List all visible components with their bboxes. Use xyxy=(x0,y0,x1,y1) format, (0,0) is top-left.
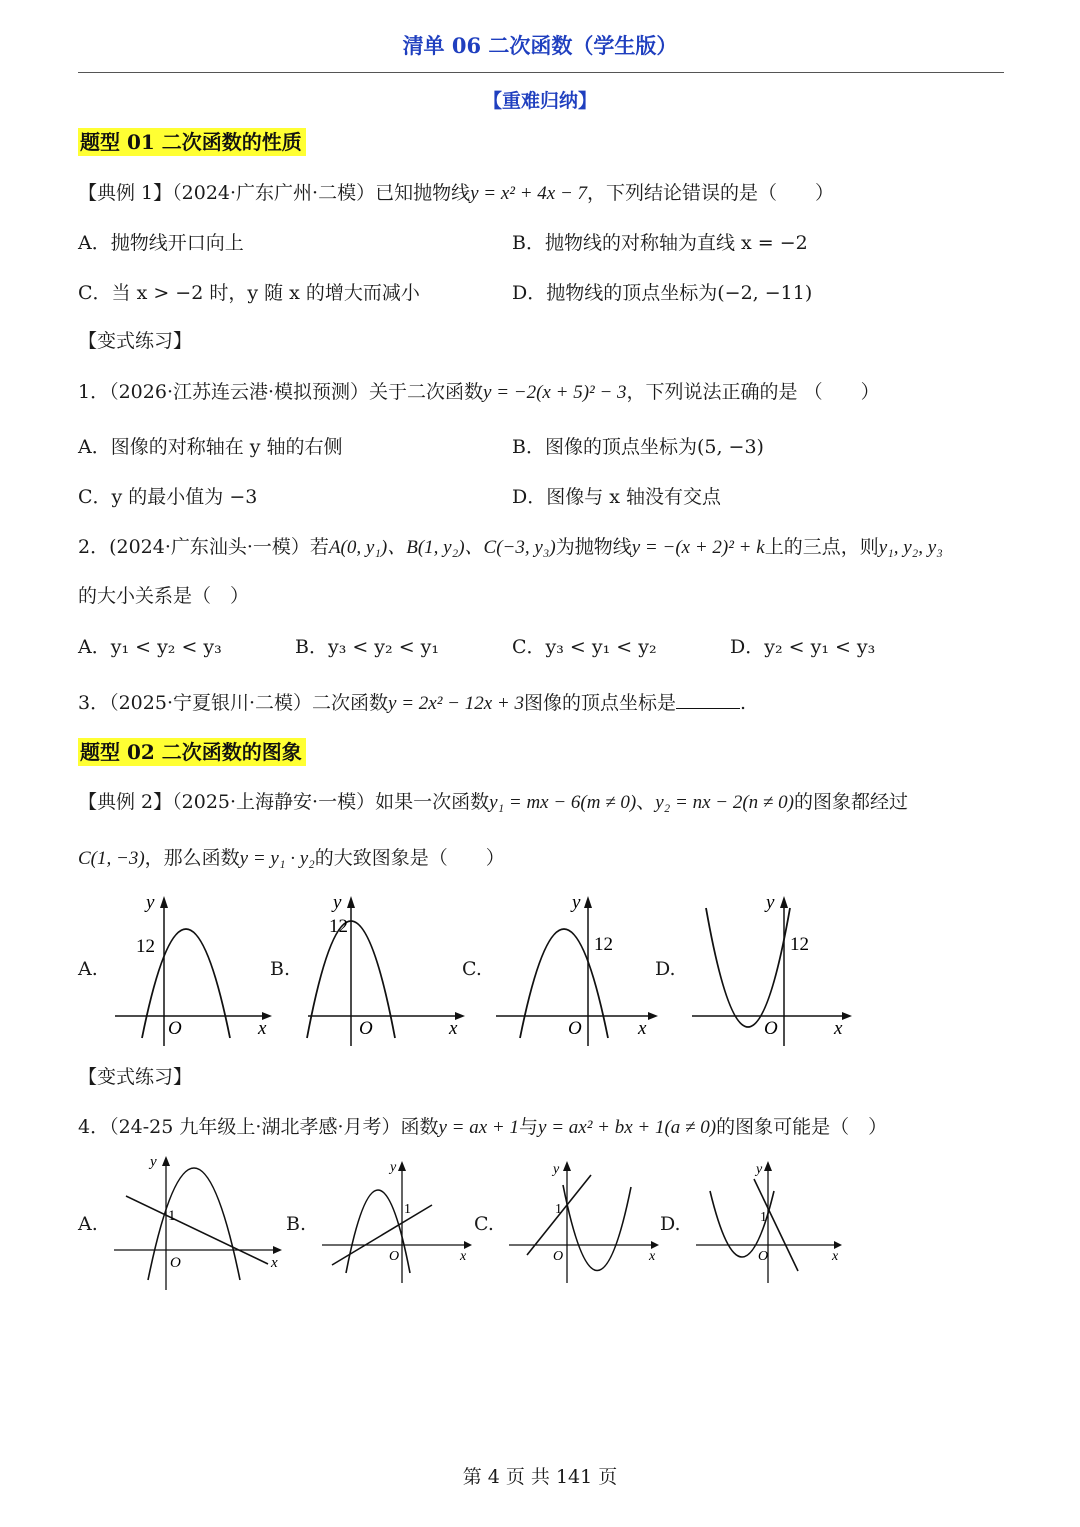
y-axis-arrow-icon xyxy=(764,1161,772,1171)
y-axis-label: y xyxy=(572,892,581,913)
question1-option-c[interactable]: C．y 的最小值为 −3 xyxy=(78,486,258,508)
question2-option-d[interactable]: D．y₂ < y₁ < y₃ xyxy=(730,636,876,658)
x-axis-arrow-icon xyxy=(648,1012,658,1020)
type1-heading-text: 题型 01 二次函数的性质 xyxy=(78,128,306,156)
page-number: 第 4 页 共 141 页 xyxy=(462,1466,618,1488)
question4-formula1: y = ax + 1 xyxy=(438,1117,519,1138)
y-intercept-label: 12 xyxy=(329,916,348,937)
x-axis-label: x xyxy=(271,1255,278,1271)
question2-mid2: 上的三点，则 xyxy=(764,536,879,558)
y-axis-arrow-icon xyxy=(162,1156,170,1166)
type1-heading xyxy=(78,126,306,155)
question3-question: 图像的顶点坐标是 xyxy=(524,692,677,714)
example2-point: C(1, −3) xyxy=(78,848,145,869)
example2-option-d-label[interactable]: D. xyxy=(655,958,676,980)
parabola-curve xyxy=(142,929,230,1038)
origin-label: O xyxy=(764,1018,778,1039)
example1-option-b[interactable]: B．抛物线的对称轴为直线 x = −2 xyxy=(512,232,808,254)
example2-source: （2025·上海静安·一模）如果一次函数 xyxy=(172,791,490,813)
example2-line2 xyxy=(78,843,505,870)
question4-option-c-label[interactable]: C. xyxy=(474,1213,494,1235)
question3-source: 3．（2025·宁夏银川·二模）二次函数 xyxy=(78,692,389,714)
y-intercept-label: 1 xyxy=(555,1202,562,1217)
y-axis-arrow-icon xyxy=(347,896,355,908)
question2-option-a[interactable]: A．y₁ < y₂ < y₃ xyxy=(78,636,222,658)
question2-mid: 为抛物线 xyxy=(555,536,632,558)
question2-points: A(0, y₁)、B(1, y₂)、C(−3, y₃) xyxy=(328,537,556,558)
y-axis-label: y xyxy=(756,1162,763,1177)
example2-formula1: y₁ = mx − 6(m ≠ 0) xyxy=(489,792,637,813)
question4-graph-c[interactable] xyxy=(505,1155,665,1290)
question1-formula: y = −2(x + 5)² − 3 xyxy=(483,382,627,403)
example2-graph-a[interactable] xyxy=(100,888,280,1053)
question1-source: 1．（2026·江苏连云港·模拟预测）关于二次函数 xyxy=(78,381,484,403)
example2-formula2: y₂ = nx − 2(n ≠ 0) xyxy=(655,792,794,813)
example1-question: ，下列结论错误的是（ ） xyxy=(587,182,835,204)
question1-option-a[interactable]: A．图像的对称轴在 y 轴的右侧 xyxy=(78,436,343,458)
example2-question: 的图象都经过 xyxy=(793,791,908,813)
x-axis-label: x xyxy=(460,1249,467,1264)
type2-heading-text: 题型 02 二次函数的图象 xyxy=(78,738,306,766)
question4-option-b-label[interactable]: B. xyxy=(286,1213,307,1235)
line-graph xyxy=(332,1205,432,1265)
y-axis-label: y xyxy=(553,1162,560,1177)
question2-option-b[interactable]: B．y₃ < y₂ < y₁ xyxy=(295,636,440,658)
question1-stem xyxy=(78,377,880,404)
question4-question: 的图象可能是（ ） xyxy=(716,1116,888,1138)
question3-answer-blank[interactable] xyxy=(676,690,740,709)
y-intercept-label: 1 xyxy=(168,1208,176,1224)
y-axis-label: y xyxy=(150,1154,157,1170)
practice-tag-2: 【变式练习】 xyxy=(78,1066,193,1088)
question4-graph-a[interactable] xyxy=(108,1150,288,1295)
x-axis-label: x xyxy=(638,1018,647,1039)
x-axis-arrow-icon xyxy=(273,1246,282,1254)
x-axis-label: x xyxy=(832,1249,839,1264)
y-axis-label: y xyxy=(146,892,155,913)
header-divider xyxy=(78,72,1004,73)
x-axis-label: x xyxy=(258,1018,267,1039)
y-axis-arrow-icon xyxy=(563,1161,571,1171)
example1-formula: y = x² + 4x − 7 xyxy=(470,183,588,204)
question4-option-d-label[interactable]: D. xyxy=(660,1213,681,1235)
question3-formula: y = 2x² − 12x + 3 xyxy=(388,693,524,714)
question4-source: 4．（24-25 九年级上·湖北孝感·月考）函数 xyxy=(78,1116,439,1138)
example2-stem xyxy=(78,787,908,814)
y-intercept-label: 1 xyxy=(404,1202,411,1217)
x-axis-arrow-icon xyxy=(834,1241,842,1249)
question2-source: 2．(2024·广东汕头·一模）若 xyxy=(78,536,329,558)
question4-mid: 与 xyxy=(519,1116,539,1138)
parabola-curve xyxy=(148,1168,240,1280)
question2-formula: y = −(x + 2)² + k xyxy=(631,537,765,558)
example2-option-c-label[interactable]: C. xyxy=(462,958,482,980)
origin-label: O xyxy=(758,1249,769,1264)
example1-stem xyxy=(78,178,834,205)
example1-tag: 【典例 1】 xyxy=(78,182,173,204)
y-axis-arrow-icon xyxy=(398,1161,406,1171)
y-axis-arrow-icon xyxy=(584,896,592,908)
question3-end: . xyxy=(740,692,747,714)
origin-label: O xyxy=(170,1255,181,1271)
question4-formula2: y = ax² + bx + 1(a ≠ 0) xyxy=(538,1117,717,1138)
origin-label: O xyxy=(553,1249,564,1264)
example2-option-a-label[interactable]: A. xyxy=(78,958,98,980)
example1-source: （2024·广东广州·二模）已知抛物线 xyxy=(172,182,471,204)
example2-graph-d[interactable] xyxy=(680,888,860,1053)
example2-option-b-label[interactable]: B. xyxy=(270,958,291,980)
question2-line2: 的大小关系是（ ） xyxy=(78,585,250,607)
x-axis-arrow-icon xyxy=(842,1012,852,1020)
example2-formula3: y = y₁ · y₂ xyxy=(239,848,315,869)
example2-sep: 、 xyxy=(636,791,656,813)
question1-option-b[interactable]: B．图像的顶点坐标为(5, −3) xyxy=(512,436,764,458)
question4-stem xyxy=(78,1112,887,1139)
y-axis-label: y xyxy=(390,1160,397,1175)
y-axis-arrow-icon xyxy=(780,896,788,908)
parabola-curve xyxy=(706,908,790,1027)
y-axis-label: y xyxy=(333,892,342,913)
question4-graph-b[interactable] xyxy=(318,1155,478,1290)
example1-option-c[interactable]: C．当 x > −2 时，y 随 x 的增大而减小 xyxy=(78,282,420,304)
question2-stem xyxy=(78,532,943,559)
example1-option-d[interactable]: D．抛物线的顶点坐标为(−2, −11) xyxy=(512,282,813,304)
line-graph xyxy=(126,1196,268,1264)
question1-option-d[interactable]: D．图像与 x 轴没有交点 xyxy=(512,486,722,508)
y-intercept-label: 12 xyxy=(136,936,155,957)
x-axis-label: x xyxy=(834,1018,843,1039)
example2-graph-c[interactable] xyxy=(486,888,666,1053)
y-intercept-label: 1 xyxy=(760,1210,767,1225)
example2-tag: 【典例 2】 xyxy=(78,791,173,813)
question2-option-c[interactable]: C．y₃ < y₁ < y₂ xyxy=(512,636,657,658)
page-title: 清单 06 二次函数（学生版） xyxy=(402,33,678,58)
example2-question2: 的大致图象是（ ） xyxy=(314,847,505,869)
y-axis-arrow-icon xyxy=(160,896,168,908)
origin-label: O xyxy=(389,1249,400,1264)
question3-stem xyxy=(78,688,746,715)
section-heading: 【重难归纳】 xyxy=(482,90,597,112)
practice-tag-1: 【变式练习】 xyxy=(78,330,193,352)
y-intercept-label: 12 xyxy=(594,934,613,955)
y-intercept-label: 12 xyxy=(790,934,809,955)
origin-label: O xyxy=(168,1018,182,1039)
origin-label: O xyxy=(359,1018,373,1039)
question4-graph-d[interactable] xyxy=(692,1155,852,1290)
origin-label: O xyxy=(568,1018,582,1039)
x-axis-arrow-icon xyxy=(651,1241,659,1249)
question2-vars: y₁, y₂, y₃ xyxy=(878,537,943,558)
parabola-curve xyxy=(346,1190,410,1273)
question1-question: ，下列说法正确的是 （ ） xyxy=(626,381,880,403)
x-axis-arrow-icon xyxy=(464,1241,472,1249)
example1-option-a[interactable]: A．抛物线开口向上 xyxy=(78,232,244,254)
example2-graph-b[interactable] xyxy=(293,888,473,1053)
x-axis-label: x xyxy=(649,1249,656,1264)
question4-option-a-label[interactable]: A. xyxy=(78,1213,98,1235)
x-axis-label: x xyxy=(449,1018,458,1039)
type2-heading xyxy=(78,736,306,765)
example2-mid: ，那么函数 xyxy=(144,847,240,869)
y-axis-label: y xyxy=(766,892,775,913)
